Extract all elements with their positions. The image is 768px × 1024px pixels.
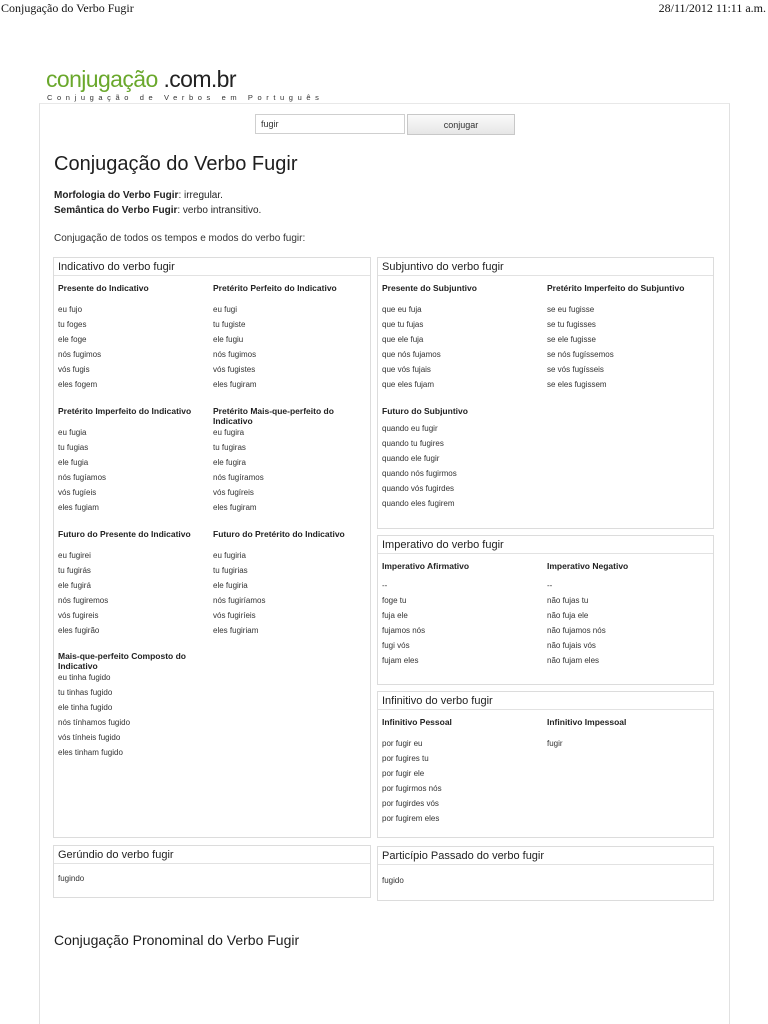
panel-divider (378, 275, 713, 276)
panel-title: Imperativo do verbo fugir (382, 539, 504, 551)
block-futuro-preterito (213, 529, 363, 635)
block-title: Pretérito Imperfeito do Subjuntivo (547, 283, 685, 293)
block-presente-indicativo (58, 283, 208, 389)
gerundio-form: fugindo (58, 874, 85, 883)
forms-list (547, 305, 614, 395)
form: eu fugia (58, 428, 87, 437)
form: tu fugiste (213, 320, 246, 329)
form: fujamos nós (382, 626, 426, 635)
form: se eles fugissem (547, 380, 607, 389)
search-input[interactable] (255, 114, 405, 134)
form: eu fugi (213, 305, 238, 314)
forms-list (382, 305, 441, 395)
form: vós fugíreis (213, 488, 254, 497)
form: ele tinha fugido (58, 703, 113, 712)
block-title: Presente do Indicativo (58, 283, 149, 293)
form: fugir (547, 739, 563, 748)
form: ele fugia (58, 458, 89, 467)
form: se eu fugisse (547, 305, 595, 314)
form: nós fugíramos (213, 473, 264, 482)
panel-title: Gerúndio do verbo fugir (58, 849, 174, 861)
block-mais-que-perfeito-indicativo (213, 406, 363, 512)
block-perfeito-indicativo (213, 283, 363, 389)
form: por fugirmos nós (382, 784, 442, 793)
form: tu fugiras (213, 443, 246, 452)
forms-list (382, 581, 425, 671)
form: por fugir ele (382, 769, 425, 778)
form: eles fugiram (213, 503, 257, 512)
form: quando vós fugirdes (382, 484, 455, 493)
form: tu foges (58, 320, 87, 329)
forms-list (547, 581, 606, 671)
block-title: Presente do Subjuntivo (382, 283, 477, 293)
panel-title: Particípio Passado do verbo fugir (382, 850, 545, 862)
form: ele foge (58, 335, 87, 344)
panel-participio (377, 846, 714, 901)
forms-list (58, 551, 108, 641)
block-mais-que-perfeito-composto (58, 651, 208, 757)
block-title: Pretérito Imperfeito do Indicativo (58, 406, 192, 416)
form: ele fugirá (58, 581, 91, 590)
form: quando tu fugires (382, 439, 444, 448)
form: ele fugiria (213, 581, 248, 590)
block-title: Futuro do Presente do Indicativo (58, 529, 191, 539)
form: ele fugiu (213, 335, 244, 344)
form: se tu fugisses (547, 320, 596, 329)
forms-list (213, 551, 265, 641)
form: tu fugirás (58, 566, 91, 575)
form: nós fugimos (58, 350, 102, 359)
block-title: Imperativo Afirmativo (382, 561, 470, 571)
block-title: Imperativo Negativo (547, 561, 629, 571)
form: tu fugirias (213, 566, 248, 575)
form: por fugires tu (382, 754, 429, 763)
panel-subjuntivo (377, 257, 714, 529)
panel-gerundio (53, 845, 371, 898)
block-title: Futuro do Pretérito do Indicativo (213, 529, 345, 539)
logo-tagline: Conjugação de Verbos em Português (47, 93, 324, 102)
form: que tu fujas (382, 320, 424, 329)
form: fujam eles (382, 656, 419, 665)
forms-list (213, 305, 257, 395)
print-header-title: Conjugação do Verbo Fugir (1, 1, 134, 15)
panel-title: Subjuntivo do verbo fugir (382, 261, 504, 273)
form: tu tinhas fugido (58, 688, 113, 697)
forms-list (382, 739, 442, 829)
form: eles fugirão (58, 626, 100, 635)
form: eu fugirei (58, 551, 91, 560)
block-title: Infinitivo Pessoal (382, 717, 452, 727)
form: não fujas tu (547, 596, 589, 605)
form: nós tínhamos fugido (58, 718, 131, 727)
form: nós fugiríamos (213, 596, 266, 605)
panel-title: Indicativo do verbo fugir (58, 261, 175, 273)
form: quando nós fugirmos (382, 469, 457, 478)
form: eles fogem (58, 380, 98, 389)
form: vós fugis (58, 365, 90, 374)
form: que eu fuja (382, 305, 422, 314)
page-title: Conjugação do Verbo Fugir (54, 153, 298, 175)
block-infinitivo-impessoal (547, 717, 707, 748)
print-header-date: 28/11/2012 11:11 a.m. (658, 1, 766, 15)
forms-list (58, 305, 101, 395)
logo-wordmark: conjugação .com.br (46, 66, 236, 92)
panel-imperativo (377, 535, 714, 685)
form: se nós fugíssemos (547, 350, 614, 359)
form: fugi vós (382, 641, 410, 650)
morfologia-line: Morfologia do Verbo Fugir: irregular. (54, 190, 223, 201)
form: vós fugiríeis (213, 611, 256, 620)
pronominal-title: Conjugação Pronominal do Verbo Fugir (54, 932, 300, 948)
block-futuro-presente (58, 529, 208, 635)
block-infinitivo-pessoal (382, 717, 542, 823)
print-header (0, 1, 768, 15)
block-futuro-subjuntivo (382, 406, 542, 508)
form: se ele fugisse (547, 335, 596, 344)
block-title: Infinitivo Impessoal (547, 717, 627, 727)
conjugar-button[interactable]: conjugar (407, 114, 515, 135)
form: eles fugiriam (213, 626, 259, 635)
form: que nós fujamos (382, 350, 441, 359)
intro-text: Conjugação de todos os tempos e modos do verbo fugir: (54, 233, 306, 244)
panel-divider (54, 863, 370, 864)
form: fuja ele (382, 611, 408, 620)
block-imperfeito-indicativo (58, 406, 208, 512)
block-imperfeito-subjuntivo (547, 283, 707, 389)
panel-indicativo (53, 257, 371, 838)
form: vós fugíeis (58, 488, 97, 497)
form: se vós fugísseis (547, 365, 604, 374)
form: não fujam eles (547, 656, 600, 665)
form: vós fugistes (213, 365, 256, 374)
form: quando ele fugir (382, 454, 440, 463)
forms-list (58, 673, 130, 763)
forms-list (213, 428, 264, 518)
form: eu tinha fugido (58, 673, 111, 682)
panel-title: Infinitivo do verbo fugir (382, 695, 493, 707)
block-title: Mais-que-perfeito Composto do Indicativo (58, 651, 186, 671)
form: quando eu fugir (382, 424, 438, 433)
forms-list (382, 424, 457, 514)
form: nós fugiremos (58, 596, 109, 605)
panel-infinitivo (377, 691, 714, 838)
block-title: Futuro do Subjuntivo (382, 406, 468, 416)
form: nós fugíamos (58, 473, 107, 482)
form: que ele fuja (382, 335, 424, 344)
semantica-line: Semântica do Verbo Fugir: verbo intransitivo. (54, 205, 262, 216)
panel-divider (378, 709, 713, 710)
form: não fujais vós (547, 641, 596, 650)
form: -- (382, 581, 388, 590)
form: eles fugiam (58, 503, 99, 512)
forms-list (58, 428, 106, 518)
form: eles tinham fugido (58, 748, 123, 757)
form: eles fugiram (213, 380, 257, 389)
block-imperativo-afirmativo (382, 561, 542, 665)
form: que vós fujais (382, 365, 431, 374)
verb-info (54, 188, 261, 218)
block-title: Pretérito Perfeito do Indicativo (213, 283, 337, 293)
form: tu fugias (58, 443, 89, 452)
form: por fugirem eles (382, 814, 440, 823)
form: nós fugimos (213, 350, 257, 359)
panel-divider (54, 275, 370, 276)
block-presente-subjuntivo (382, 283, 542, 389)
form: eu fugira (213, 428, 245, 437)
form: não fuja ele (547, 611, 589, 620)
form: eu fugiria (213, 551, 246, 560)
form: por fugir eu (382, 739, 423, 748)
forms-list (547, 739, 563, 754)
form: quando eles fugirem (382, 499, 455, 508)
panel-divider (378, 553, 713, 554)
form: por fugirdes vós (382, 799, 439, 808)
site-logo[interactable] (46, 66, 323, 102)
form: vós fugireis (58, 611, 99, 620)
form: que eles fujam (382, 380, 435, 389)
panel-divider (378, 864, 713, 865)
participio-form: fugido (382, 876, 404, 885)
form: ele fugira (213, 458, 246, 467)
form: -- (547, 581, 553, 590)
form: eu fujo (58, 305, 83, 314)
form: não fujamos nós (547, 626, 606, 635)
block-title: Pretérito Mais-que-perfeito do Indicativo (213, 406, 334, 426)
block-imperativo-negativo (547, 561, 707, 665)
form: foge tu (382, 596, 407, 605)
form: vós tínheis fugido (58, 733, 121, 742)
